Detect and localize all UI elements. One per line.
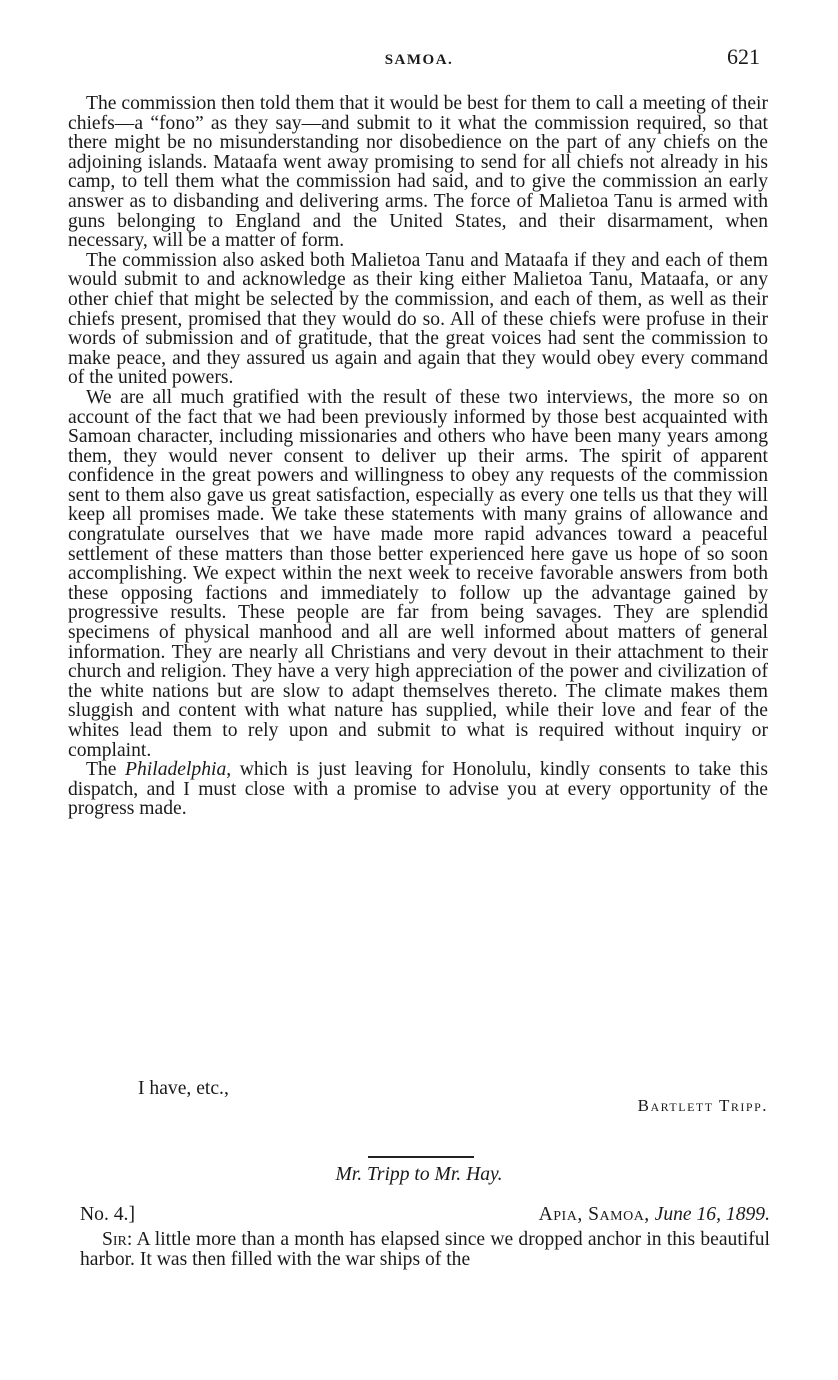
paragraph-king-selection: The commission also asked both Malietoa Tanu and Mataafa if they and each of them would submit to and acknowledge as their king either Malietoa Tanu, Mataafa, or any other chief that might be selected by the commission, and each of them, as well as their chiefs present, promised that they would do so. All of these chiefs were profuse in their words of submission and of gratitude, that the great voices had sent the commission to make peace, and they assured us again and again that they would obey every command of the united powers. xyxy=(68,249,768,389)
signature: Bartlett Tripp. xyxy=(637,1096,768,1115)
opening-text: A little more than a month has elapsed since we dropped anchor in this beautiful harbor. It was then filled with the war ships of the xyxy=(80,1229,770,1270)
letter-heading: Mr. Tripp to Mr. Hay. xyxy=(335,1164,503,1185)
place-date xyxy=(539,1204,770,1226)
place: Apia, Samoa, xyxy=(538,1204,650,1225)
date: June 16, 1899. xyxy=(654,1204,770,1225)
paragraph-opening xyxy=(80,1230,770,1269)
letter-body xyxy=(68,94,768,819)
paragraph-fono: The commission then told them that it would be best for them to call a meeting of their chiefs—a “fono” as they say—and submit to it what the commission required, so that there might be no misunderstanding nor disobedience on the part of any chiefs on the adjoining islands. Mataafa went away promising to send for all chiefs not already in his camp, to tell them what the commission had said, and to give the commission an early answer as to disbanding and delivering arms. The force of Malietoa Tanu is armed with guns belonging to England and the United States, and their disarmament, when necessary, will be a matter of form. xyxy=(68,93,768,252)
paragraph-gratified: We are all much gratified with the result of these two interviews, the more so on account of the fact that we had been previously informed by those best acquainted with Samoan character, including missionaries and others who have been many years among them, they would never consent to deliver up their arms. The spirit of apparent confidence in the great powers and willingness to obey any requests of the commission sent to them also gave us great satisfaction, especially as every one tells us that they will keep all promises made. We take these statements with many grains of allowance and congratulate ourselves that we have made more rapid advances toward a peaceful settlement of these matters than those better experienced here gave us hope of so soon accomplishing. We expect within the next week to receive favorable answers from both these opposing factions and immediately to follow up the advantage gained by progressive results. These people are far from being savages. They are splendid specimens of physical manhood and all are well informed about matters of general information. They are nearly all Christians and very devout in their attachment to their church and religion. They have a very high appreciation of the power and civilization of the white nations but are slow to adapt themselves thereto. The climate makes them sluggish and content with what nature has supplied, while their love and fear of the whites lead them to rely upon and submit to what is required without inquiry or complaint. xyxy=(68,386,768,761)
letter-opening xyxy=(80,1230,770,1269)
letter-number: No. 4.] xyxy=(80,1204,135,1225)
ship-name: Philadelphia xyxy=(125,759,227,781)
section-divider xyxy=(368,1156,474,1158)
paragraph-philadelphia xyxy=(68,760,768,819)
text-fragment: , which is just leaving for Honolulu, kindly consents to take this dispatch, and I must close with a promise to advise you at every opportunity of the progress made. xyxy=(68,759,768,820)
salutation: Sir: xyxy=(102,1229,133,1250)
running-head: SAMOA. xyxy=(384,52,454,68)
closing: I have, etc., xyxy=(138,1078,229,1099)
text-fragment: The xyxy=(86,759,126,781)
page-number: 621 xyxy=(727,44,760,69)
